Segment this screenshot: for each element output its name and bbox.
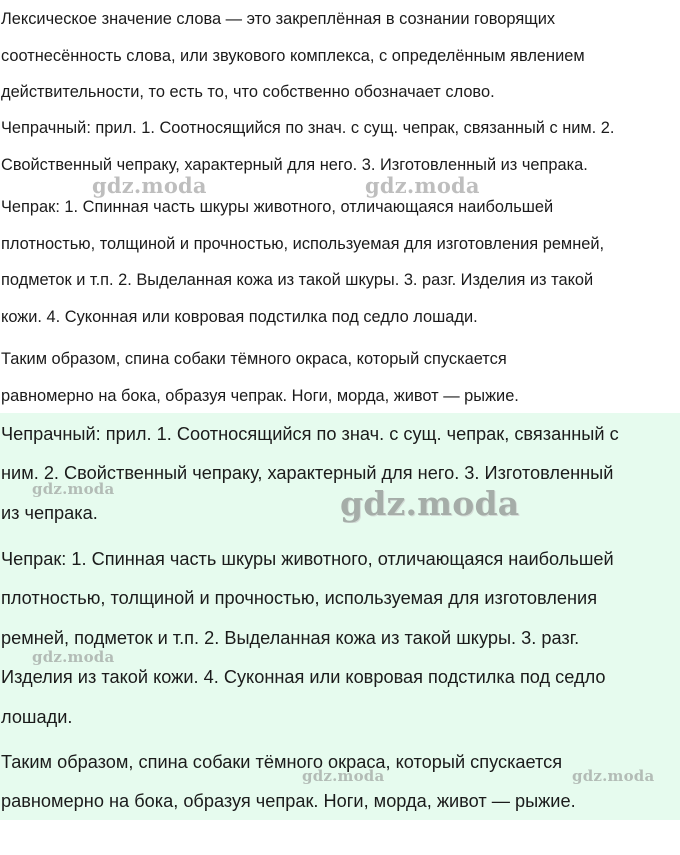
text-line: равномерно на бока, образуя чепрак. Ноги, морда, живот — рыжие. <box>1 791 576 812</box>
text-line: ремней, подметок и т.п. 2. Выделанная кожа из такой шкуры. 3. разг. <box>1 627 580 648</box>
text-line: Изделия из такой кожи. 4. Суконная или ковровая подстилка под седло <box>1 667 606 688</box>
text-line: плотностью, толщиной и прочностью, используемая для изготовления ремней, <box>1 234 605 253</box>
watermark-logo: gdz.moda <box>572 767 655 785</box>
watermark-logo: gdz.moda <box>365 173 480 198</box>
cheprak-paragraph <box>1 189 604 335</box>
text-line: Чепрак: 1. Спинная часть шкуры животного, отличающаяся наибольшей <box>1 549 614 569</box>
text-line: Чепрачный: прил. 1. Соотносящийся по знач. с сущ. чепрак, связанный с <box>1 424 619 444</box>
definition-paragraph <box>1 1 585 111</box>
text-line: лошади. <box>1 706 73 727</box>
text-line: из чепрака. <box>1 502 98 523</box>
answer-conclusion-paragraph <box>1 743 576 822</box>
text-line: равномерно на бока, образуя чепрак. Ноги, морда, живот — рыжие. <box>1 386 519 405</box>
text-line: Таким образом, спина собаки тёмного окраса, который спускается <box>1 350 507 368</box>
text-line: плотностью, толщиной и прочностью, используемая для изготовления <box>1 588 598 609</box>
watermark-logo: gdz.moda <box>92 173 207 198</box>
conclusion-paragraph <box>1 341 519 414</box>
text-line: Чепрачный: прил. 1. Соотносящийся по знач. с сущ. чепрак, связанный с ним. 2. <box>1 119 615 137</box>
text-line: кожи. 4. Суконная или ковровая подстилка под седло лошади. <box>1 307 478 326</box>
text-line: действительности, то есть то, что собственно обозначает слово. <box>1 83 495 101</box>
watermark-logo: gdz.moda <box>302 767 385 785</box>
answer-cheprachny-paragraph <box>1 415 619 533</box>
answer-text-block <box>0 413 680 820</box>
answer-cheprak-paragraph <box>1 540 614 737</box>
watermark-logo: gdz.moda <box>340 484 520 523</box>
text-line: подметок и т.п. 2. Выделанная кожа из такой шкуры. 3. разг. Изделия из такой <box>1 271 594 289</box>
watermark-logo: gdz.moda <box>32 648 115 666</box>
text-line: Лексическое значение слова — это закреплённая в сознании говорящих <box>1 10 556 28</box>
text-line: Свойственный чепраку, характерный для него. 3. Изготовленный из чепрака. <box>1 155 588 174</box>
text-line: соотнесённость слова, или звукового комплекса, с определённым явлением <box>1 46 585 65</box>
source-text-block <box>0 0 680 412</box>
text-line: ним. 2. Свойственный чепраку, характерный для него. 3. Изготовленный <box>1 463 614 484</box>
text-line: Чепрак: 1. Спинная часть шкуры животного, отличающаяся наибольшей <box>1 198 554 216</box>
text-line: Таким образом, спина собаки тёмного окраса, который спускается <box>1 752 563 772</box>
watermark-logo: gdz.moda <box>32 480 115 498</box>
